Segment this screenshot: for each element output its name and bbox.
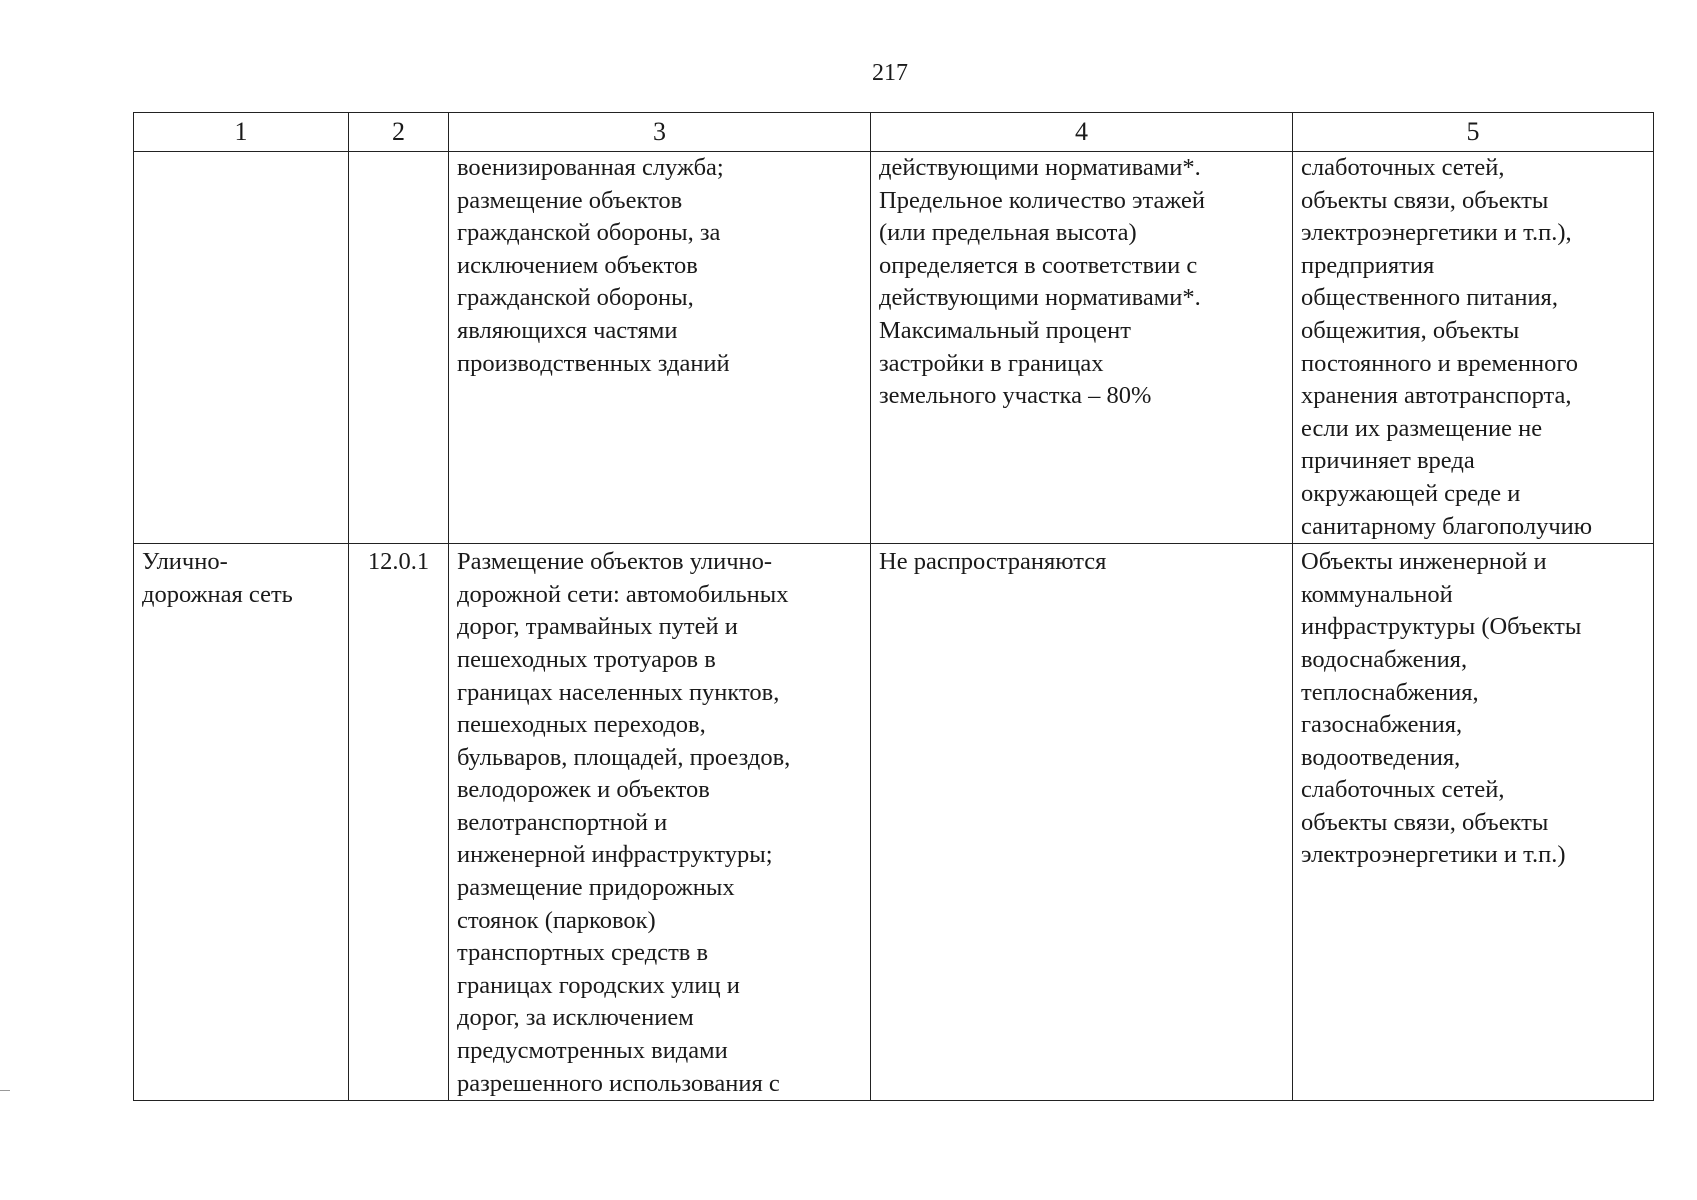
cell-text: Объекты инженерной и коммунальной инфраструктуры (Объекты водоснабжения, теплоснабжения, газоснабжения, водоотведения, слаботочных сетей, объекты связи, объекты электроэнергетики и т.п.) — [1301, 548, 1582, 869]
cell-code — [349, 544, 449, 1101]
column-header-5: 5 — [1293, 113, 1654, 152]
cell-text: Размещение объектов улично- дорожной сети: автомобильных дорог, трамвайных путей и пешеходных тротуаров в границах населенных пунктов, пешеходных переходов, бульваров, площадей, проездов, велодорожек и объектов велотранспортной и инженерной инфраструктуры; размещение придорожных стоянок (парковок) транспортных средств в границах городских улиц и дорог, за исключением предусмотренных видами разрешенного использования с — [457, 548, 791, 1097]
table-row — [134, 544, 1654, 1101]
cell-description — [449, 544, 871, 1101]
column-header-4: 4 — [871, 113, 1293, 152]
table-row — [134, 152, 1654, 544]
column-header-1: 1 — [134, 113, 349, 152]
column-header-3: 3 — [449, 113, 871, 152]
cell-text: 12.0.1 — [367, 548, 430, 576]
column-header-2: 2 — [349, 113, 449, 152]
cell-parameters — [871, 152, 1293, 544]
cell-text: военизированная служба; размещение объектов гражданской обороны, за исключением объектов гражданской обороны, являющихся частями производственных зданий — [457, 154, 730, 377]
cell-auxiliary-uses — [1293, 544, 1654, 1101]
cell-use-type — [134, 544, 349, 1101]
scan-edge-mark — [0, 1090, 10, 1091]
cell-auxiliary-uses — [1293, 152, 1654, 544]
zoning-table — [133, 112, 1654, 1101]
cell-text: действующими нормативами*. Предельное количество этажей (или предельная высота) определяется в соответствии с действующими нормативами*. Максимальный процент застройки в границах земельного участка – 80% — [879, 154, 1205, 410]
table-header-row — [134, 113, 1654, 152]
cell-text: слаботочных сетей, объекты связи, объекты электроэнергетики и т.п.), предприятия общественного питания, общежития, объекты постоянного и временного хранения автотранспорта, если их размещение не причиняет вреда окружающей среде и санитарному благополучию — [1301, 154, 1593, 540]
page-number: 217 — [872, 60, 908, 86]
cell-parameters — [871, 544, 1293, 1101]
cell-code — [349, 152, 449, 544]
cell-text: Улично- дорожная сеть — [142, 548, 293, 608]
cell-use-type — [134, 152, 349, 544]
cell-text: Не распространяются — [879, 548, 1107, 576]
cell-description — [449, 152, 871, 544]
